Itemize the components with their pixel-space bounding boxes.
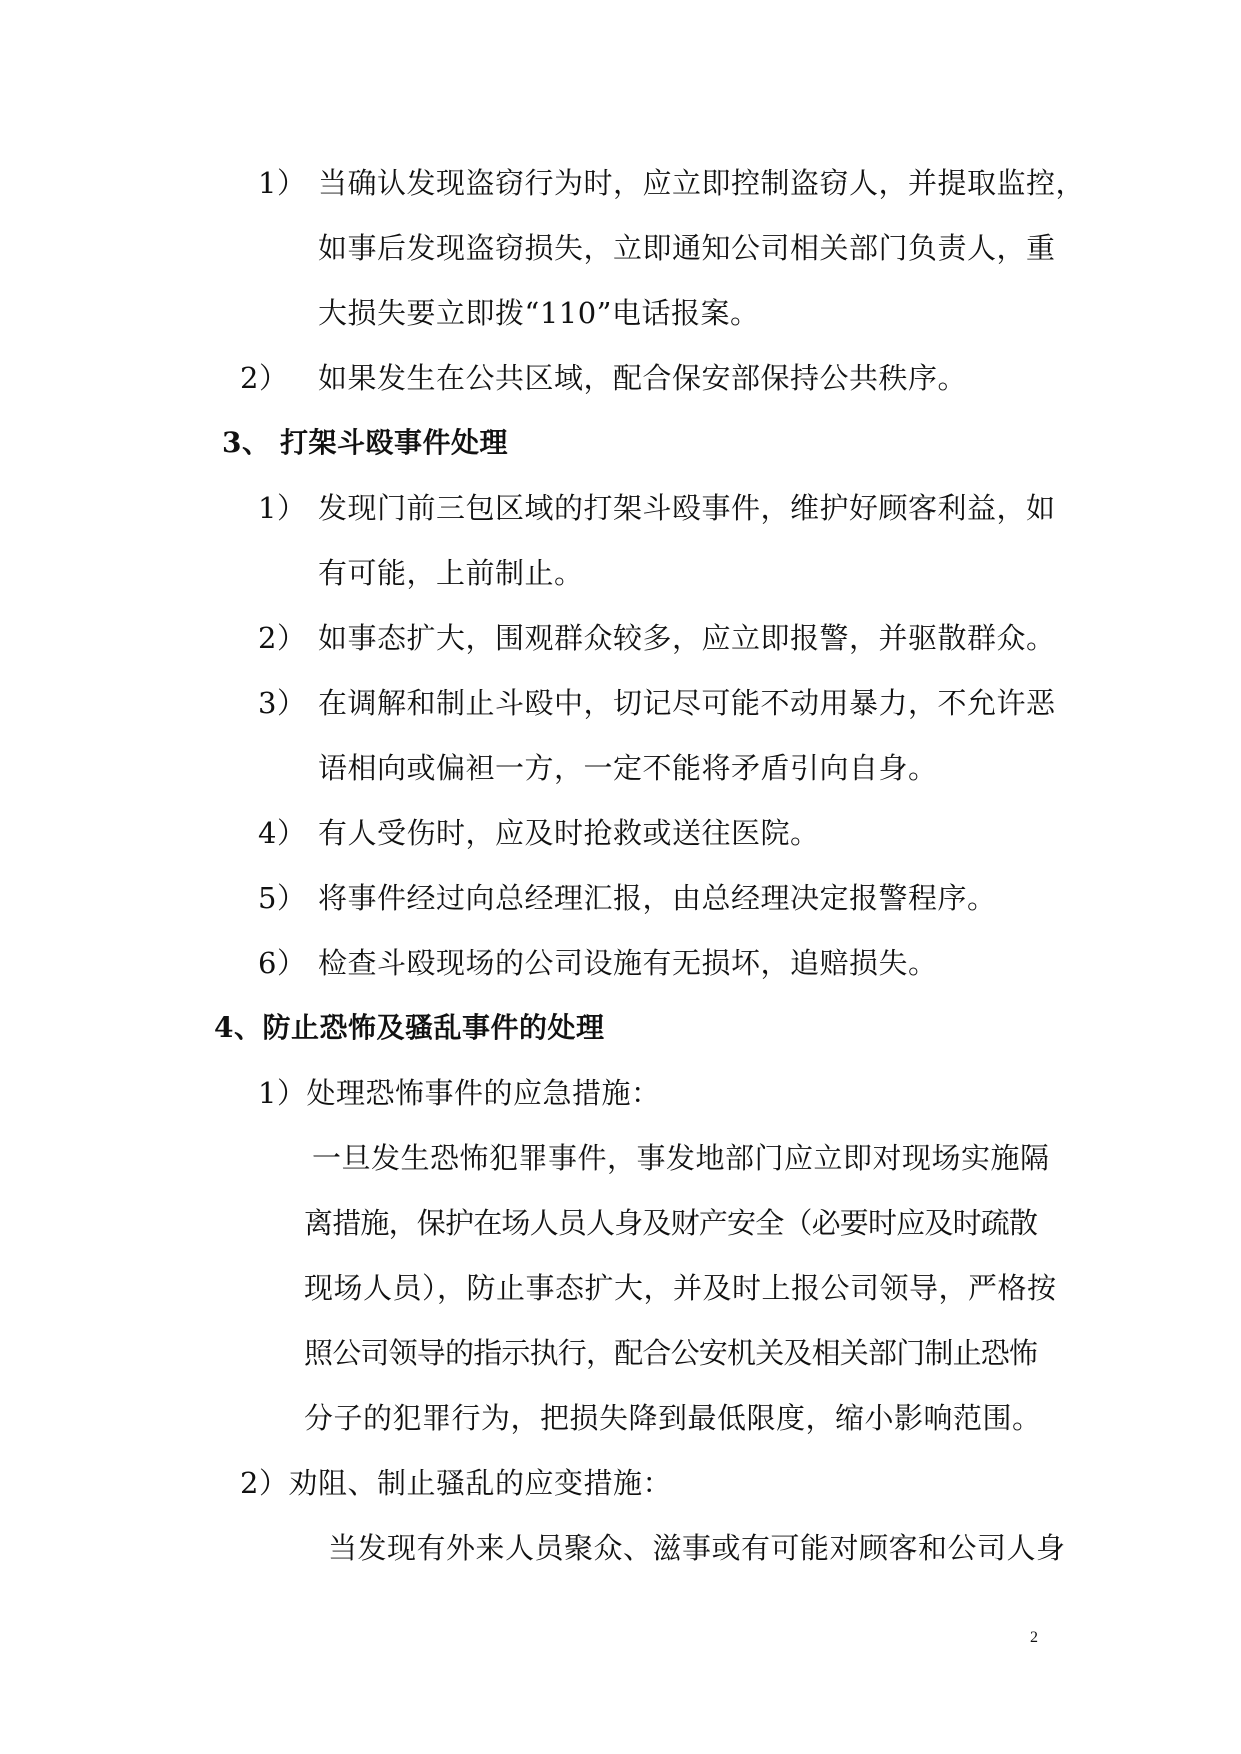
paragraph-line (304, 1205, 1037, 1241)
paragraph-text: 现场人员），防止事态扩大，并及时上报公司领导，严格按 (304, 1271, 1057, 1305)
paragraph-line (304, 1335, 1037, 1371)
paragraph-text: 一旦发生恐怖犯罪事件，事发地部门应立即对现场实施隔 (312, 1141, 1050, 1175)
section-number: 3、 (222, 426, 271, 459)
list-item (258, 685, 1056, 721)
item-text: 将事件经过向总经理汇报，由总经理决定报警程序。 (318, 881, 997, 915)
list-item (258, 490, 1056, 526)
item-text: 大损失要立即拨“110”电话报案。 (318, 296, 760, 330)
paragraph-text: 分子的犯罪行为，把损失降到最低限度，缩小影响范围。 (304, 1401, 1042, 1435)
section-heading (222, 425, 508, 461)
item-text: 有可能，上前制止。 (318, 556, 584, 590)
list-item (258, 620, 1056, 656)
item-text: 发现门前三包区域的打架斗殴事件，维护好顾客利益，如 (318, 491, 1056, 525)
list-item-continuation (318, 230, 1056, 266)
list-item (258, 165, 1085, 201)
item-text: 检查斗殴现场的公司设施有无损坏，追赔损失。 (318, 946, 938, 980)
subsection-heading (258, 1075, 660, 1111)
item-number: 5） (258, 881, 307, 915)
item-number: 1） (258, 166, 307, 200)
item-number: 1） (258, 491, 307, 525)
paragraph-line (304, 1400, 1042, 1436)
section-title: 打架斗殴事件处理 (280, 426, 509, 459)
item-text: 当确认发现盗窃行为时，应立即控制盗窃人，并提取监控， (318, 166, 1086, 200)
item-number: 3） (258, 686, 307, 720)
subsection-title: 2）劝阻、制止骚乱的应变措施： (240, 1466, 672, 1500)
item-number: 4） (258, 816, 307, 850)
page-number: 2 (1030, 1629, 1038, 1646)
item-text: 如事后发现盗窃损失，立即通知公司相关部门负责人，重 (318, 231, 1056, 265)
paragraph-line (304, 1270, 1057, 1306)
paragraph-line (312, 1140, 1050, 1176)
item-text: 在调解和制止斗殴中，切记尽可能不动用暴力，不允许恶 (318, 686, 1056, 720)
list-item-continuation (318, 555, 584, 591)
paragraph-line (328, 1530, 1066, 1566)
paragraph-text: 照公司领导的指示执行，配合公安机关及相关部门制止恐怖 (304, 1336, 1038, 1370)
item-number: 2） (258, 621, 307, 655)
paragraph-text: 离措施，保护在场人员人身及财产安全（必要时应及时疏散 (304, 1206, 1038, 1240)
item-text: 有人受伤时，应及时抢救或送往医院。 (318, 816, 820, 850)
subsection-title: 1）处理恐怖事件的应急措施： (258, 1076, 661, 1110)
subsection-heading (240, 1465, 672, 1501)
item-text: 如事态扩大，围观群众较多，应立即报警，并驱散群众。 (318, 621, 1056, 655)
item-text: 如果发生在公共区域，配合保安部保持公共秩序。 (318, 361, 968, 395)
list-item-continuation (318, 750, 938, 786)
section-heading (214, 1010, 604, 1046)
paragraph-text: 当发现有外来人员聚众、滋事或有可能对顾客和公司人身 (328, 1531, 1066, 1565)
list-item (240, 360, 967, 396)
section-title: 4、防止恐怖及骚乱事件的处理 (214, 1011, 605, 1044)
list-item (258, 815, 820, 851)
list-item (258, 945, 938, 981)
item-text: 语相向或偏袒一方，一定不能将矛盾引向自身。 (318, 751, 938, 785)
item-number: 6） (258, 946, 307, 980)
item-number: 2） (240, 361, 289, 395)
list-item-continuation (318, 295, 760, 331)
list-item (258, 880, 997, 916)
